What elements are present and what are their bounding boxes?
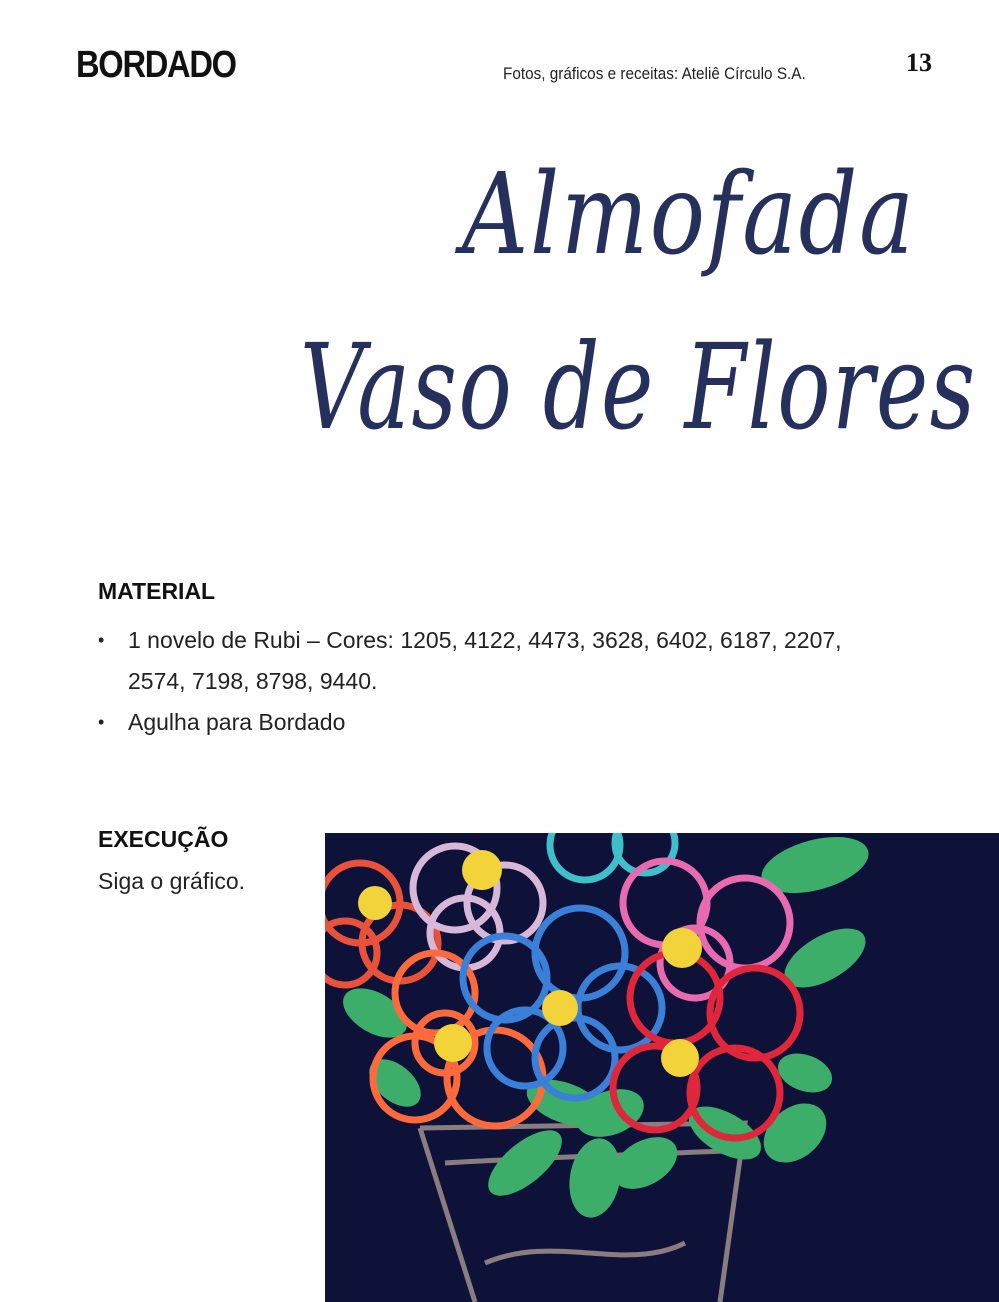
title-line-1: Almofada — [462, 150, 916, 280]
magazine-name: BORDADO — [76, 44, 236, 86]
material-item — [98, 702, 898, 743]
embroidery-photo — [325, 833, 999, 1302]
material-list — [98, 620, 898, 743]
material-item — [98, 620, 898, 702]
execution-heading: EXECUÇÃO — [98, 826, 229, 852]
execution-text: Siga o gráfico. — [98, 868, 246, 894]
bullet-icon: • — [98, 712, 105, 732]
page-number: 13 — [906, 48, 932, 77]
bullet-icon: • — [98, 630, 105, 650]
material-item-text-cont: 2574, 7198, 8798, 9440. — [128, 668, 378, 694]
material-item-text: Agulha para Bordado — [128, 709, 346, 735]
material-heading: MATERIAL — [98, 578, 216, 604]
embroidery-illustration — [325, 833, 999, 1302]
material-item-text: 1 novelo de Rubi – Cores: 1205, 4122, 4473, 3628, 6402, 6187, 2207, — [128, 627, 842, 653]
title-line-2: Vaso de Flores — [300, 318, 977, 456]
photo-credits: Fotos, gráficos e receitas: Ateliê Círculo S.A. — [503, 64, 806, 83]
